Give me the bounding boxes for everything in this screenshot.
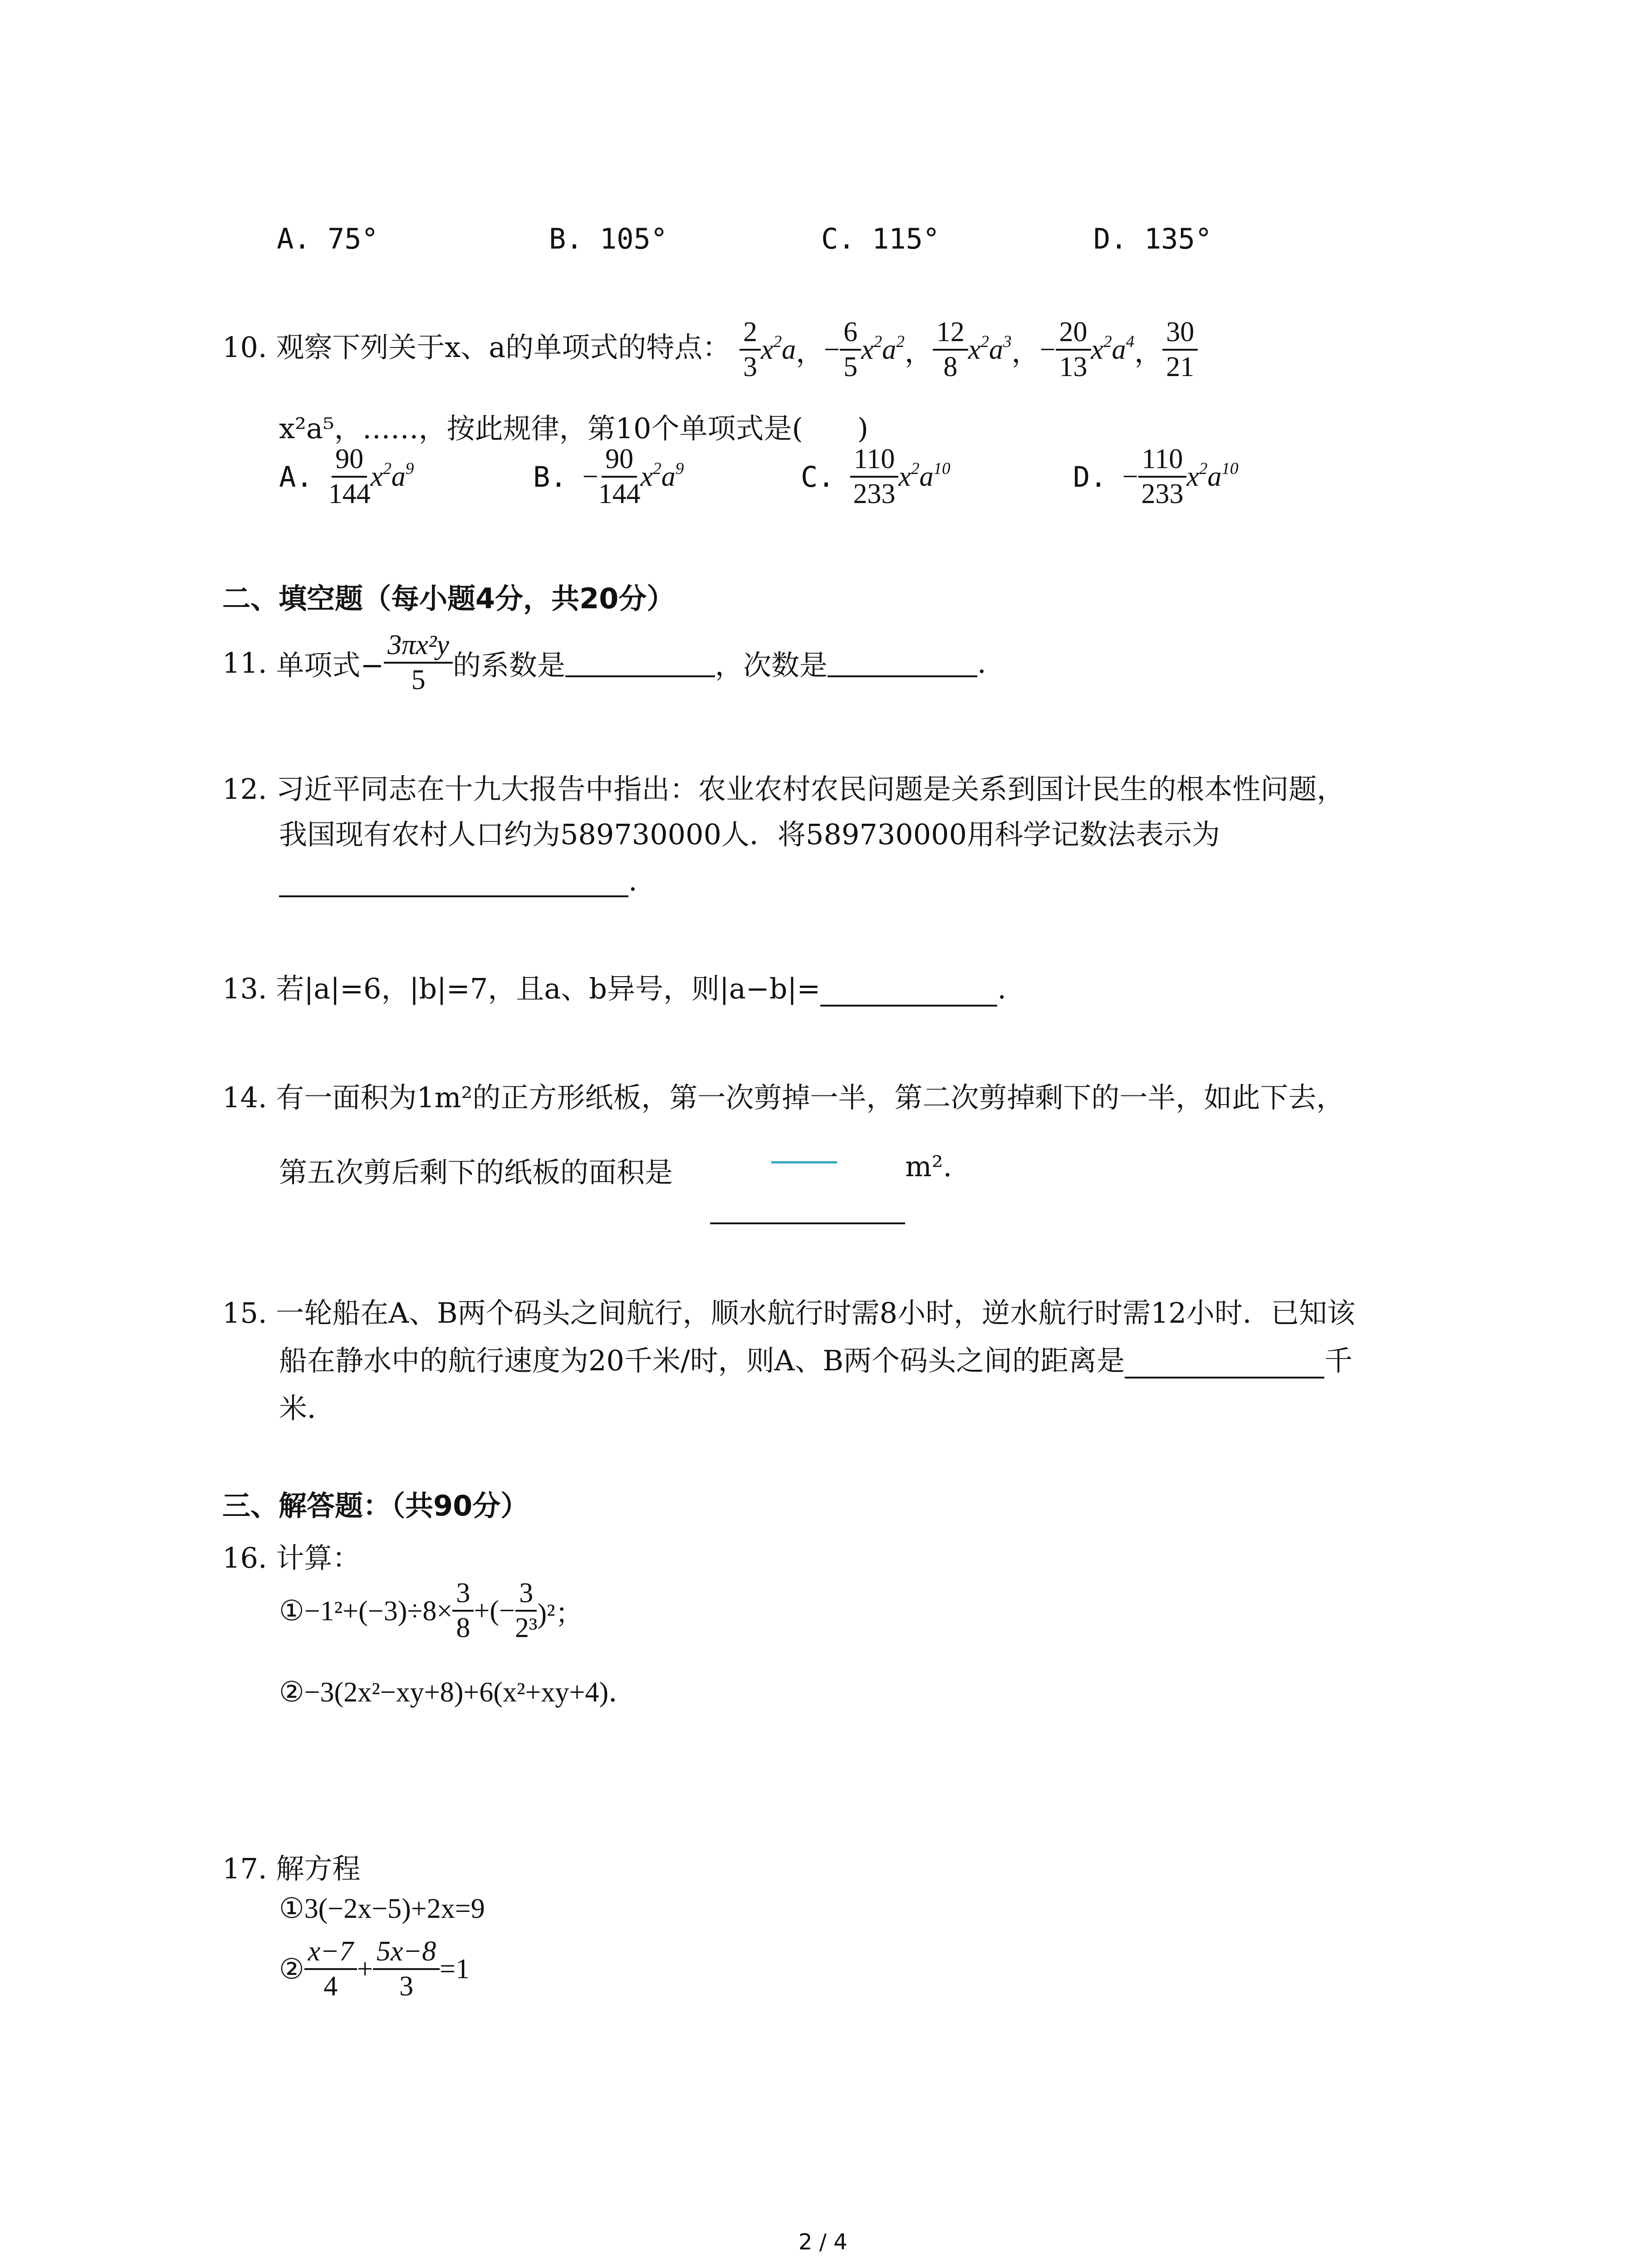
q10-option-fraction bbox=[328, 445, 371, 509]
q13-end: . bbox=[997, 972, 1007, 1005]
q10-term-num: 30 bbox=[1162, 318, 1198, 351]
q10-option-d bbox=[1073, 445, 1354, 509]
q17-item2 bbox=[279, 1937, 470, 2001]
q10-option-den: 144 bbox=[328, 479, 371, 510]
q10-option-c bbox=[801, 445, 1073, 509]
q10-term-fraction bbox=[840, 318, 861, 382]
q12-end: . bbox=[628, 864, 637, 897]
q15-blank[interactable] bbox=[1125, 1349, 1324, 1378]
q10-term-den: 8 bbox=[943, 352, 958, 383]
q14-blank[interactable] bbox=[710, 1222, 905, 1224]
q10-option-label: C. bbox=[801, 460, 835, 494]
q10-term-num: 20 bbox=[1056, 318, 1091, 351]
q10-option-a bbox=[279, 445, 533, 509]
q15-text1: 一轮船在A、B两个码头之间航行，顺水航行时需8小时，逆水航行时需12小时．已知该 bbox=[276, 1296, 1356, 1330]
q16-header bbox=[222, 1535, 360, 1576]
q10-option-b bbox=[533, 445, 801, 509]
q10-line1 bbox=[222, 318, 1198, 382]
q10-line2 bbox=[279, 406, 868, 446]
q16-item1-end: )²； bbox=[537, 1598, 583, 1629]
section3-title: 三、解答题：（共90分） bbox=[222, 1489, 529, 1522]
q14-unit: m². bbox=[905, 1150, 952, 1183]
q10-term-sign: − bbox=[1039, 334, 1056, 365]
q10-option-fraction bbox=[1138, 445, 1187, 509]
q10-term-num: 12 bbox=[933, 318, 968, 351]
q10-option-fraction bbox=[850, 445, 899, 509]
q17-header bbox=[222, 1846, 360, 1887]
q13 bbox=[222, 966, 1006, 1007]
q15-number: 15. bbox=[222, 1296, 267, 1330]
q15-text2-end: 千 bbox=[1324, 1344, 1353, 1377]
q17-plus: + bbox=[357, 1953, 373, 1984]
q9-option-b: B. 105° bbox=[549, 222, 668, 255]
q15-text2: 船在静水中的航行速度为20千米/时，则A、B两个码头之间的距离是 bbox=[279, 1344, 1125, 1377]
q10-option-sign: − bbox=[1122, 461, 1138, 492]
q16-fraction-1-num: 3 bbox=[452, 1579, 474, 1612]
q11-blank-coefficient[interactable] bbox=[565, 648, 715, 677]
q14-number: 14. bbox=[222, 1081, 267, 1114]
q11-mid: 的系数是 bbox=[452, 648, 565, 682]
q16-item2: ②−3(2x²−xy+8)+6(x²+xy+4)． bbox=[279, 1677, 637, 1708]
q10-line2-suffix: ) bbox=[857, 412, 868, 445]
q9-option-a: A. 75° bbox=[277, 222, 378, 255]
q16-fraction-1 bbox=[452, 1579, 474, 1643]
q10-term bbox=[1040, 318, 1135, 382]
q15-line1 bbox=[222, 1290, 1355, 1331]
q17-item2-prefix: ② bbox=[279, 1954, 304, 1985]
q16-fraction-2-den: 2³ bbox=[514, 1613, 538, 1644]
q12-blank[interactable] bbox=[279, 868, 628, 897]
q10-term-num: 6 bbox=[840, 318, 861, 351]
q10-term-den: 3 bbox=[743, 352, 757, 383]
q11-blank-degree[interactable] bbox=[828, 648, 977, 677]
q10-option-variables: $x^2a^{10}$ bbox=[1186, 459, 1239, 492]
q10-option-sign: − bbox=[582, 461, 598, 492]
q11-end: . bbox=[977, 646, 986, 679]
q14-text1: 有一面积为1m²的正方形纸板，第一次剪掉一半，第二次剪掉剩下的一半，如此下去， bbox=[276, 1081, 1345, 1114]
q9-option-c: C. 115° bbox=[821, 222, 940, 255]
q10-option-den: 233 bbox=[853, 479, 896, 510]
q17-fraction-2-den: 3 bbox=[399, 1971, 414, 2002]
q17-end: =1 bbox=[440, 1953, 470, 1984]
q10-term-fraction bbox=[1162, 318, 1198, 382]
q10-option-num: 90 bbox=[602, 445, 637, 478]
q10-term-den: 5 bbox=[843, 352, 858, 383]
q17-fraction-1-den: 4 bbox=[323, 1971, 338, 2002]
q10-term bbox=[1162, 318, 1198, 382]
q16-item1-prefix: ①−1²+(−3)÷8× bbox=[279, 1596, 453, 1627]
q10-line2-prefix: x²a⁵，……，按此规律，第10个单项式是( bbox=[279, 412, 803, 445]
q16-item1-mid: +(− bbox=[474, 1595, 515, 1626]
q17-item1: ①3(−2x−5)+2x=9 bbox=[279, 1893, 485, 1924]
q13-number: 13. bbox=[222, 972, 267, 1005]
q17-fraction-1 bbox=[304, 1937, 357, 2001]
q15-line3: 米． bbox=[279, 1392, 336, 1425]
q10-term-den: 13 bbox=[1059, 352, 1087, 383]
page-number: 2 / 4 bbox=[798, 2229, 847, 2255]
q11-fraction-num: 3πx²y bbox=[384, 631, 453, 664]
q10-option-fraction bbox=[598, 445, 641, 509]
q10-term bbox=[824, 318, 905, 382]
q10-option-den: 144 bbox=[598, 479, 641, 510]
q10-term-separator: ， bbox=[796, 335, 824, 369]
q10-term bbox=[740, 318, 796, 382]
q13-text: 若|a|=6，|b|=7，且a、b异号，则|a−b|= bbox=[276, 972, 821, 1005]
q10-term-separator: ， bbox=[904, 335, 933, 369]
q10-option-num: 90 bbox=[332, 445, 367, 478]
q12-line1 bbox=[222, 767, 1345, 807]
q12-number: 12. bbox=[222, 772, 267, 806]
q14-line2: 第五次剪后剩下的纸板的面积是 bbox=[279, 1156, 673, 1189]
q11-number: 11. bbox=[222, 646, 267, 679]
q10-term-separator: ， bbox=[1134, 335, 1163, 369]
q10-term-variables: $x^2a^2$ bbox=[861, 332, 905, 365]
q10-terms bbox=[740, 318, 1198, 382]
q16-title: 计算： bbox=[276, 1541, 361, 1574]
q10-term-variables: $x^2a$ bbox=[760, 332, 796, 365]
q10-term-separator: ， bbox=[1011, 335, 1040, 369]
q16-fraction-1-den: 8 bbox=[456, 1613, 470, 1644]
q11-fraction bbox=[384, 631, 453, 695]
q12-line2: 我国现有农村人口约为589730000人．将589730000用科学记数法表示为 bbox=[279, 818, 1220, 851]
q10-term-fraction bbox=[933, 318, 968, 382]
q16-fraction-2 bbox=[515, 1579, 538, 1643]
q10-term-fraction bbox=[740, 318, 761, 382]
q14-accent-line bbox=[771, 1161, 837, 1163]
q10-term bbox=[933, 318, 1012, 382]
q10-term-fraction bbox=[1056, 318, 1091, 382]
q16-number: 16. bbox=[222, 1541, 267, 1574]
q10-option-num: 110 bbox=[850, 445, 899, 478]
q14-line1 bbox=[222, 1075, 1344, 1115]
q10-options bbox=[279, 445, 1459, 509]
q17-title: 解方程 bbox=[276, 1852, 361, 1885]
q10-option-label: A. bbox=[279, 460, 313, 494]
q10-option-label: B. bbox=[533, 460, 567, 494]
q10-term-den: 21 bbox=[1166, 352, 1195, 383]
q10-option-variables: $x^2a^9$ bbox=[370, 459, 414, 492]
q10-term-sign: − bbox=[824, 334, 840, 365]
q10-option-den: 233 bbox=[1141, 479, 1184, 510]
q17-number: 17. bbox=[222, 1852, 267, 1885]
q10-term-variables: $x^2a^4$ bbox=[1091, 332, 1135, 365]
q11 bbox=[222, 631, 986, 695]
q12-text1: 习近平同志在十九大报告中指出：农业农村农民问题是关系到国计民生的根本性问题， bbox=[276, 772, 1345, 806]
q10-term-variables: $x^2a^3$ bbox=[968, 332, 1012, 365]
q10-number: 10. bbox=[222, 331, 267, 364]
q10-term-num: 2 bbox=[740, 318, 761, 351]
q10-option-label: D. bbox=[1073, 460, 1107, 494]
q9-option-d: D. 135° bbox=[1093, 222, 1212, 255]
q10-option-num: 110 bbox=[1138, 445, 1187, 478]
section2-title: 二、填空题（每小题4分，共20分） bbox=[222, 582, 675, 615]
q15-line2 bbox=[279, 1338, 1352, 1378]
q10-option-variables: $x^2a^9$ bbox=[640, 459, 684, 492]
q17-fraction-2-num: 5x−8 bbox=[373, 1937, 440, 1970]
q16-item1 bbox=[279, 1579, 583, 1643]
q11-fraction-den: 5 bbox=[411, 665, 426, 696]
q17-fraction-1-num: x−7 bbox=[304, 1937, 357, 1970]
q16-fraction-2-num: 3 bbox=[515, 1579, 537, 1612]
q10-intro: 观察下列关于x、a的单项式的特点： bbox=[276, 331, 731, 364]
q13-blank[interactable] bbox=[820, 978, 997, 1007]
q12-line3 bbox=[279, 864, 637, 897]
q17-fraction-2 bbox=[373, 1937, 440, 2001]
q11-prefix: 单项式− bbox=[276, 648, 384, 682]
q11-comma: ，次数是 bbox=[715, 648, 828, 682]
q10-option-variables: $x^2a^{10}$ bbox=[898, 459, 950, 492]
